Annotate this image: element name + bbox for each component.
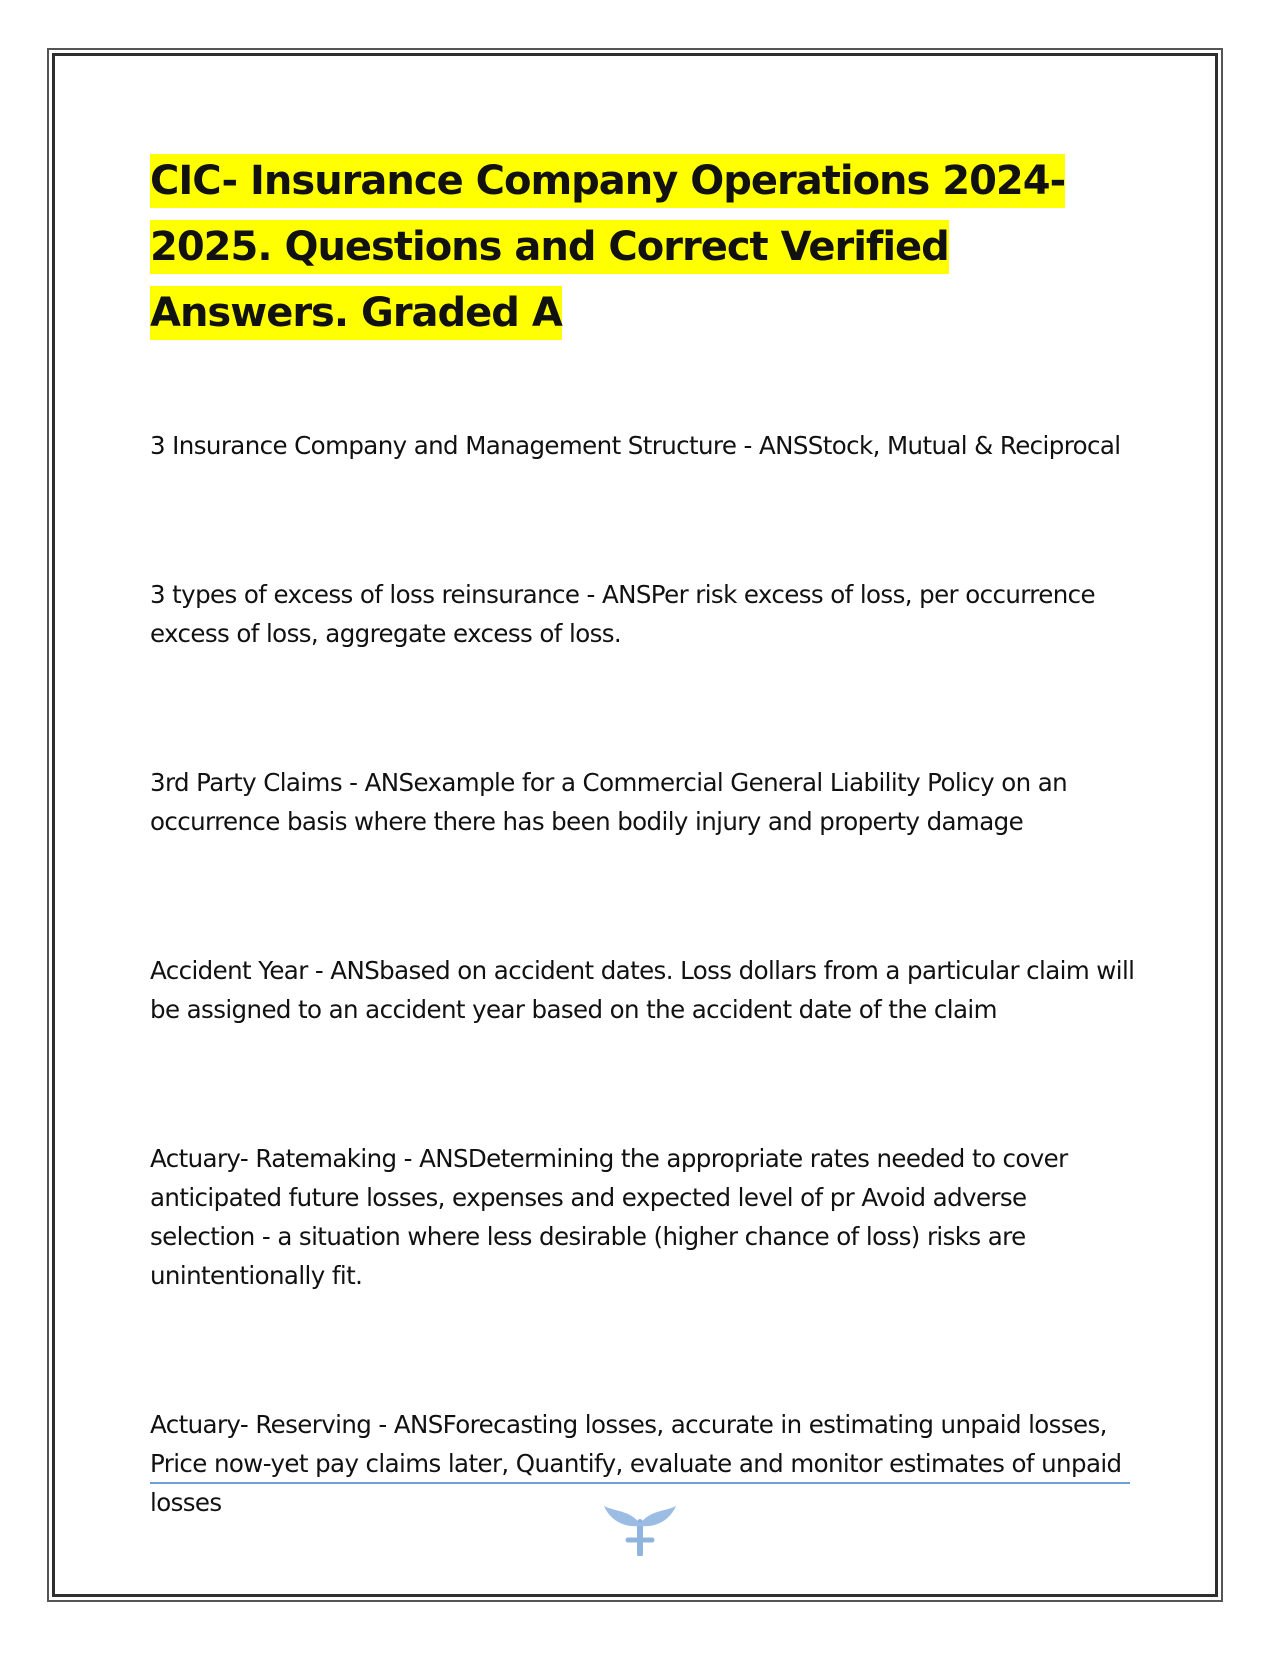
document-title	[150, 148, 1135, 346]
footer-divider	[150, 1482, 1130, 1484]
qa-list	[150, 426, 1135, 1522]
qa-entry: Accident Year - ANSbased on accident dates. Loss dollars from a particular claim will be assigned to an accident year based on the accident date of the claim	[150, 956, 1135, 1024]
document-body	[150, 148, 1135, 1632]
qa-entry: 3rd Party Claims - ANSexample for a Commercial General Liability Policy on an occurrence basis where there has been bodily injury and property damage	[150, 768, 1068, 836]
plant-sprout-icon	[600, 1500, 680, 1556]
title-highlight: CIC- Insurance Company Operations 2024-2025. Questions and Correct Verified Answers. Graded A	[150, 154, 1065, 340]
qa-entry: 3 Insurance Company and Management Structure - ANSStock, Mutual & Reciprocal	[150, 431, 1121, 460]
qa-entry: Actuary- Ratemaking - ANSDetermining the appropriate rates needed to cover anticipated future losses, expenses and expected level of pr Avoid adverse selection - a situation where less desirable (higher chance of loss) risks are unintentionally fit.	[150, 1144, 1068, 1290]
qa-entry: Actuary- Reserving - ANSForecasting losses, accurate in estimating unpaid losses, Price now-yet pay claims later, Quantify, evaluate and monitor estimates of unpaid losses	[150, 1410, 1122, 1517]
qa-entry: 3 types of excess of loss reinsurance - ANSPer risk excess of loss, per occurrence excess of loss, aggregate excess of loss.	[150, 580, 1095, 648]
